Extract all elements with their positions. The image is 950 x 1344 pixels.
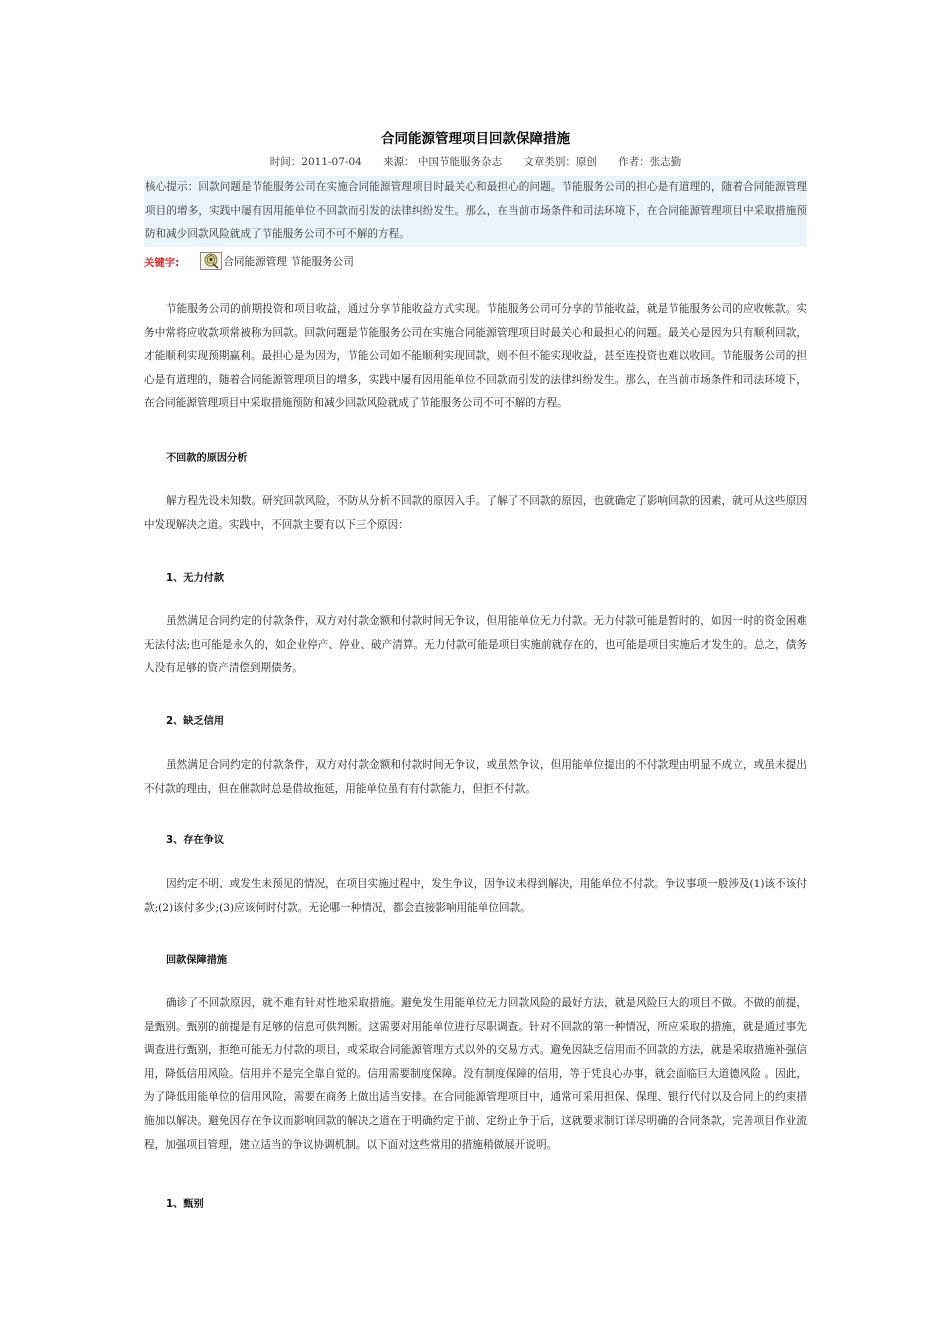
subheading-dispute: 3、存在争议: [166, 835, 225, 846]
paragraph-inability: 虽然满足合同约定的付款条件，双方对付款金额和付款时间无争议，但用能单位无力付款。无力付款可能是暂时的，如因一时的资金困难无法付法;也可能是永久的，如企业停产、停业、破产清算。无力付款可能是项目实施前就存在的，也可能是项目实施后才发生的。总之，债务人没有足够的资产清偿到期债务。: [144, 615, 807, 675]
keywords-label: 关键字:: [144, 256, 180, 269]
paragraph-intro: 节能服务公司的前期投资和项目收益，通过分享节能收益方式实现。节能服务公司可分享的节能收益，就是节能服务公司的应收帐款。实务中常将应收款项常被称为回款。回款问题是节能服务公司在实施合同能源管理项目时最关心和最担心的问题。最关心是因为只有顺利回款，才能顺利实现预期赢利。最担心是为因为，节能公司如不能顺利实现回款，则不但不能实现收益，甚至连投资也难以收回。节能服务公司的担心是有道理的，随着合同能源管理项目的增多，实践中屡有因用能单位不回款而引发的法律纠纷发生。那么，在当前市场条件和司法环境下，在合同能源管理项目中采取措施预防和减少回款风险就成了节能服务公司不可不解的方程。: [144, 303, 807, 410]
section-heading-causes: 不回款的原因分析: [166, 453, 248, 464]
subheading-inability: 1、无力付款: [166, 573, 225, 584]
meta-author: 作者：张志勤: [618, 156, 682, 168]
keywords-row: [144, 250, 354, 272]
summary-box: 核心提示：回款问题是节能服务公司在实施合同能源管理项目时最关心和最担心的问题。节能服务公司的担心是有道理的，随着合同能源管理项目的增多，实践中屡有因用能单位不回款而引发的法律纠纷发生。那么，在当前市场条件和司法环境下，在合同能源管理项目中采取措施预防和减少回款风险就成了节能服务公司不可不解的方程。: [144, 176, 807, 247]
section-heading-measures: 回款保障措施: [166, 955, 228, 966]
subheading-credit: 2、缺乏信用: [166, 716, 225, 727]
paragraph-credit: 虽然满足合同约定的付款条件，双方对付款金额和付款时间无争议，或虽然争议，但用能单位提出的不付款理由明显不成立，或虽未提出不付款的理由，但在催款时总是借故拖延，用能单位虽有有付款能力，但拒不付款。: [144, 759, 807, 795]
paragraph-measures: 确诊了不回款原因，就不难有针对性地采取措施。避免发生用能单位无力回款风险的最好方法，就是风险巨大的项目不做。不做的前提，是甄别。甄别的前提是有足够的信息可供判断。这需要对用能单位进行尽职调查。针对不回款的第一种情况，所应采取的措施，就是通过事先调查进行甄别，拒绝可能无力付款的项目，或采取合同能源管理方式以外的交易方式。避免因缺乏信用而不回款的方法，就是采取措施补强信用，降低信用风险。信用并不是完全靠自觉的。信用需要制度保障。没有制度保障的信用，等于凭良心办事，就会面临巨大道德风险 。因此，为了降低用能单位的信用风险，需要在商务上做出适当安排。在合同能源管理项目中，通常可采用担保、保理、银行代付以及合同上的约束措施加以解决。避免因存在争议而影响回款的解决之道在于明确约定于前、定纷止争于后，这就要求制订详尽明确的合同条款，完善项目作业流程，加强项目管理，建立适当的争议协调机制。以下面对这些常用的措施稍做展开说明。: [144, 997, 807, 1151]
subheading-screening: 1、甄别: [166, 1199, 204, 1210]
keywords-text: 合同能源管理 节能服务公司: [223, 255, 354, 268]
article-meta: [144, 154, 807, 169]
meta-time: 时间：2011-07-04: [269, 156, 362, 168]
keyword-tag-icon: [200, 252, 222, 270]
article-title: 合同能源管理项目回款保障措施: [381, 131, 570, 147]
meta-category: 文章类别：原创: [523, 156, 597, 168]
meta-source: 来源： 中国节能服务杂志: [383, 156, 503, 168]
paragraph-causes: 解方程先设未知数。研究回款风险，不防从分析不回款的原因入手。了解了不回款的原因，也就确定了影响回款的因素，就可从这些原因中发现解决之道。实践中，不回款主要有以下三个原因：: [144, 495, 807, 531]
paragraph-dispute: 因约定不明、或发生未预见的情况，在项目实施过程中，发生争议，因争议未得到解决，用能单位不付款。争议事项一般涉及(1)该不该付款;(2)该付多少;(3)应该何时付款。无论哪一种情况，都会直接影响用能单位回款。: [144, 878, 807, 914]
